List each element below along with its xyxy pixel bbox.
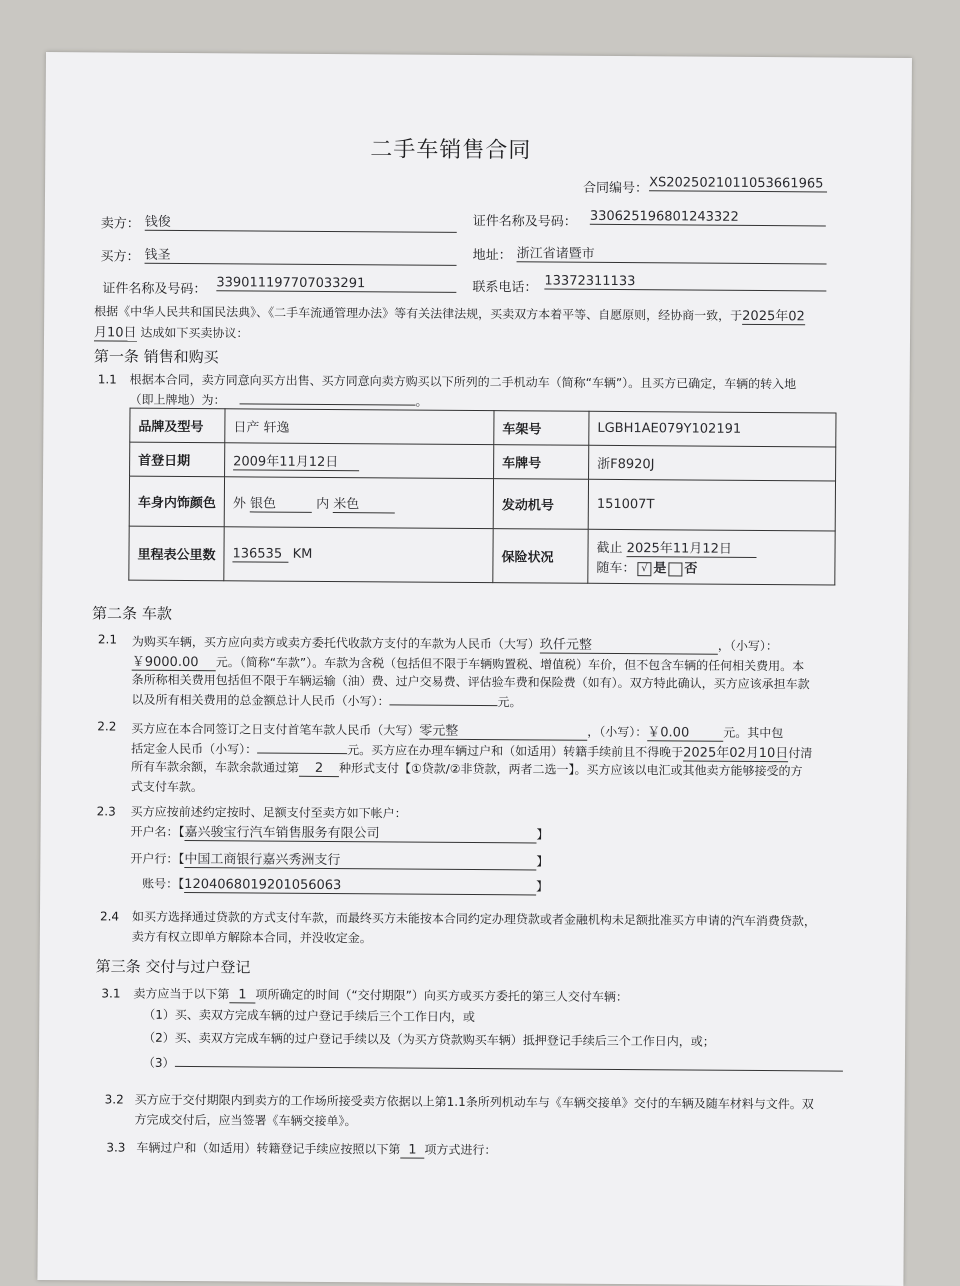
mileage-label: 里程表公里数 — [129, 526, 224, 581]
clause-2-3-no: 2.3 — [96, 804, 116, 819]
seller-name: 钱俊 — [145, 211, 457, 233]
price-small: 9000.00 — [144, 654, 199, 671]
plate-label: 车牌号 — [494, 445, 589, 480]
intro-line-1: 根据《中华人民共和国民法典》、《二手车流通管理办法》等有关法律法规，买卖双方本着平等、自愿原则，经协商一致，于2025年02 — [94, 304, 805, 325]
account-bank: 中国工商银行嘉兴秀洲支行 — [184, 848, 536, 870]
buyer-id-label: 证件名称及号码： — [102, 281, 207, 298]
clause-2-2-line-d: 式支付车款。 — [130, 779, 203, 795]
table-row — [130, 442, 836, 481]
clause-2-4-line-b: 卖方有权立即单方解除本合同，并没收定金。 — [131, 929, 372, 946]
clause-3-1-no: 3.1 — [101, 986, 121, 1001]
article-2-heading: 第二条 车款 — [92, 604, 172, 623]
first-payment-small: ￥0.00 — [647, 721, 723, 742]
account-no-row: 账号：【1204068019201056063 】 — [142, 876, 549, 894]
first-payment-upper: 零元整 — [419, 720, 587, 741]
payment-method-choice: 2 — [299, 761, 339, 777]
color-cell — [224, 477, 493, 529]
transfer-choice: 1 — [400, 1143, 424, 1159]
price-upper: 玖仟元整 — [540, 633, 718, 654]
insurance-yes-checkbox[interactable]: √ — [637, 562, 651, 576]
seller-id-label: 证件名称及号码： — [472, 213, 577, 230]
vin-label: 车架号 — [494, 411, 589, 446]
clause-2-2-line-a: 买方应在本合同签订之日支付首笔车款人民币（大写）零元整 ，（小写）：￥0.00 元。其中包 — [131, 721, 784, 741]
seller-label: 卖方： — [100, 216, 140, 232]
seller-id: 330625196801243322 — [590, 209, 826, 227]
reg-date-label: 首登日期 — [130, 442, 225, 477]
contract-title: 二手车销售合同 — [370, 137, 532, 164]
brand-value: 日产 轩逸 — [225, 409, 494, 445]
clause-2-2-no: 2.2 — [97, 719, 117, 734]
clause-3-2-no: 3.2 — [104, 1092, 124, 1107]
clause-2-4-line-a: 如买方选择通过贷款的方式支付车款，而最终买方未能按本合同约定办理贷款或者金融机构未足额批准买方申请的汽车消费贷款， — [131, 909, 817, 929]
reg-date-cell — [225, 443, 494, 479]
insurance-no-checkbox[interactable] — [668, 562, 682, 576]
mileage-unit: KM — [292, 546, 313, 562]
clause-3-1-option-1: （1）买、卖双方完成车辆的过户登记手续后三个工作日内，或 — [143, 1007, 475, 1025]
phone: 13372311133 — [544, 273, 826, 291]
engine-value: 151007T — [588, 479, 835, 531]
buyer-name: 钱圣 — [145, 244, 457, 266]
address: 浙江省诸暨市 — [517, 242, 827, 264]
clause-2-3-text: 买方应按前述约定按时、足额支付至卖方如下帐户： — [130, 804, 407, 821]
engine-label: 发动机号 — [493, 479, 588, 530]
option-3-blank — [175, 1054, 843, 1072]
insurance-until: 2025年11月12日 — [627, 537, 757, 558]
buyer-id: 339011197707033291 — [216, 275, 456, 293]
clause-1-1-no: 1.1 — [97, 372, 117, 387]
clause-3-1-option-2: （2）买、卖双方完成车辆的过户登记手续以及（为买方贷款购买车辆）抵押登记手续后三个工作日内，或； — [143, 1030, 715, 1049]
clause-3-3-text: 车辆过户和（如适用）转籍登记手续应按照以下第 1 项方式进行： — [136, 1140, 497, 1158]
clause-2-1-line-c: 条所称相关费用包括但不限于车辆运输（油）费、过户交易费、评估验车费和保险费（如有）。双方特此确认，买方应该承担车款 — [131, 672, 810, 692]
clause-2-1-no: 2.1 — [97, 632, 118, 647]
clause-2-1-line-d: 以及所有相关费用的总金额总计人民币（小写）： 元。 — [131, 692, 522, 710]
account-no: 1204068019201056063 — [184, 877, 536, 895]
intro-date-b: 月10日 — [93, 325, 137, 341]
vin-value: LGBH1AE079Y102191 — [589, 411, 836, 447]
buyer-label: 买方： — [100, 249, 140, 265]
clause-2-4-no: 2.4 — [99, 909, 120, 924]
mileage-value: 136535 — [232, 546, 288, 562]
exterior-label: 外 — [232, 495, 246, 511]
clause-3-2-line-b: 方完成交付后，应当签署《车辆交接单》。 — [134, 1112, 357, 1129]
clause-1-1-text-a: 根据本合同，卖方同意向买方出售、买方同意向卖方购买以下所列的二手机动车（简称“车辆”）。且买方已确定，车辆的转入地 — [129, 372, 797, 392]
account-bank-row: 开户行：【中国工商银行嘉兴秀洲支行 】 — [130, 848, 548, 871]
table-row — [129, 526, 835, 585]
account-name-row: 开户名：【嘉兴骏宝行汽车销售服务有限公司 】 — [130, 821, 548, 844]
clause-1-1-text-b: （即上牌地）为： 。 — [129, 392, 428, 409]
plate-value: 浙F8920J — [589, 445, 836, 481]
clause-3-1-text: 卖方应当于以下第 1 项所确定的时间（“交付期限”）向买方或买方委托的第三人交付车辆： — [133, 986, 628, 1005]
clause-3-3-no: 3.3 — [106, 1140, 126, 1155]
reg-date-value: 2009年11月12日 — [233, 450, 359, 471]
insurance-with-line: 随车： √ 是 否 — [596, 560, 698, 577]
delivery-choice: 1 — [229, 987, 255, 1003]
clause-2-2-line-b: 括定金人民币（小写）： 元。买方应在办理车辆过户和（如适用）转籍手续前且不得晚于2025年02月10日付清 — [131, 741, 813, 762]
article-3-heading: 第三条 交付与过户登记 — [95, 957, 251, 977]
article-1-heading: 第一条 销售和购买 — [93, 347, 219, 367]
balance-deadline: 2025年02月10日 — [683, 745, 789, 762]
total-amount-blank — [389, 692, 497, 706]
vehicle-table — [128, 408, 836, 586]
deposit-blank — [257, 740, 347, 754]
transfer-destination-blank — [240, 391, 416, 405]
intro-line-2: 月10日 达成如下买卖协议： — [93, 325, 249, 341]
contract-page — [37, 52, 912, 1286]
clause-2-1-line-b: ￥9000.00 元。（简称“车款”）。车款为含税（包括但不限于车辆购置税、增值税）车价，但不包含车辆的任何相关费用。本 — [132, 651, 805, 676]
table-row — [130, 408, 836, 447]
interior-color: 米色 — [333, 493, 395, 513]
contract-no-label: 合同编号： — [583, 180, 649, 197]
clause-2-1-line-a: 为购买车辆，买方应向卖方或卖方委托代收款方支付的车款为人民币（大写）玖仟元整 ，（小写）： — [131, 634, 778, 654]
insurance-cell — [588, 529, 835, 585]
mileage-cell — [224, 527, 493, 583]
address-label: 地址： — [472, 247, 512, 264]
table-row — [129, 476, 835, 531]
price-small-cell: ￥9000.00 — [132, 651, 216, 672]
phone-label: 联系电话： — [472, 279, 538, 296]
clause-3-2-line-a: 买方应于交付期限内到卖方的工作场所接受卖方依据以上第1.1条所列机动车与《车辆交接单》交付的车辆及随车材料与文件。双 — [134, 1092, 814, 1112]
color-label: 车身内饰颜色 — [129, 476, 224, 527]
clause-2-2-line-c: 所有车款余额，车款余款通过第 2 种形式支付【①贷款/②非贷款，两者二选一】。买方应该以电汇或其他卖方能够接受的方 — [130, 759, 803, 779]
insurance-until-line: 截止 2025年11月12日 — [596, 537, 826, 559]
interior-label: 内 — [316, 496, 330, 512]
contract-no: XS2025021011053661965 — [649, 175, 827, 192]
exterior-color: 银色 — [250, 492, 312, 512]
brand-label: 品牌及型号 — [130, 408, 225, 443]
insurance-label: 保险状况 — [493, 529, 588, 584]
intro-date-a: 2025年02 — [742, 308, 805, 325]
clause-3-1-option-3: （3） — [143, 1054, 843, 1076]
account-name: 嘉兴骏宝行汽车销售服务有限公司 — [185, 821, 537, 843]
